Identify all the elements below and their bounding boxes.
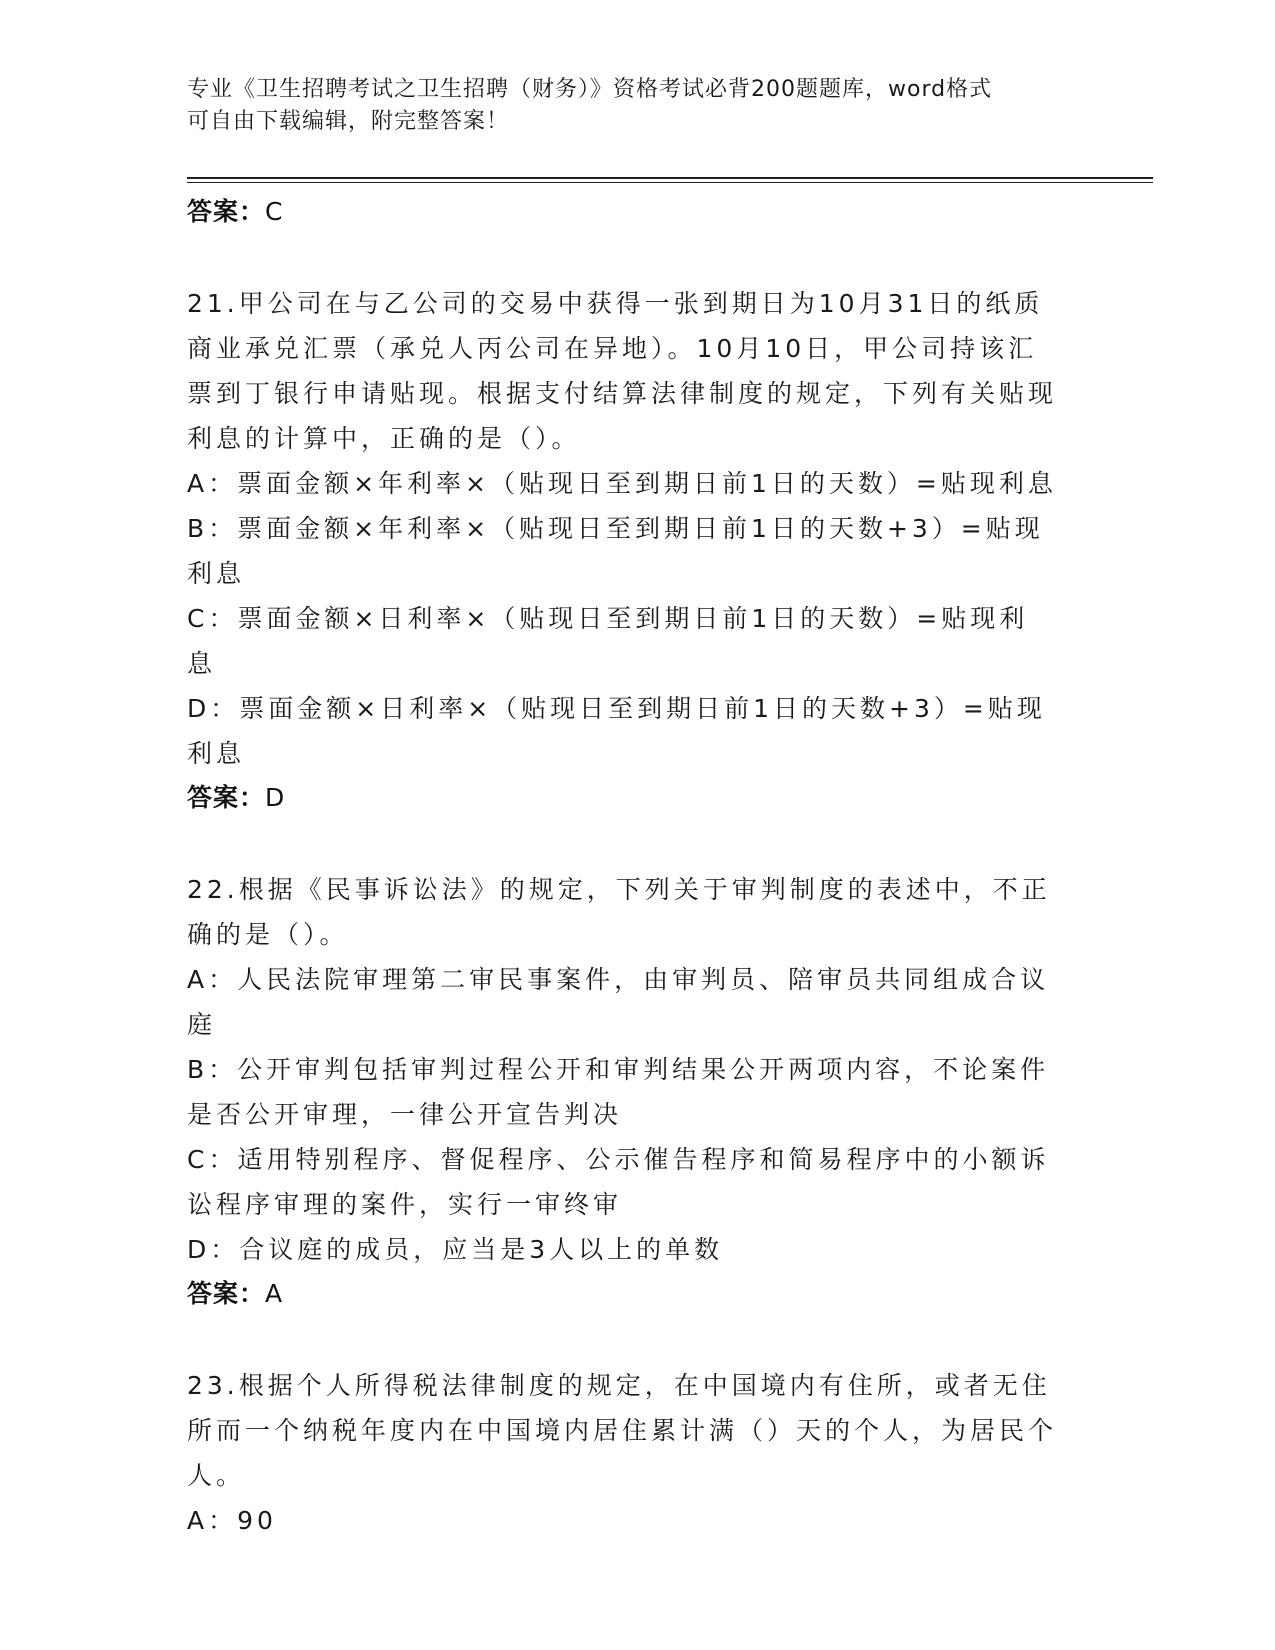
document-body	[187, 190, 1087, 1543]
document-header	[187, 74, 1067, 138]
answer-line	[187, 1272, 1087, 1316]
header-line-1: 专业《卫生招聘考试之卫生招聘（财务）》资格考试必背200题题库，word格式	[187, 77, 993, 102]
answer-label: 答案：	[187, 1279, 266, 1308]
answer-line	[187, 776, 1087, 820]
option-b: B：公开审判包括审判过程公开和审判结果公开两项内容，不论案件是否公开审理，一律公开宣告判决	[187, 1055, 1050, 1129]
option-b: B：票面金额×年利率×（贴现日至到期日前1日的天数+3）=贴现利息	[187, 514, 1044, 588]
option-c: C：适用特别程序、督促程序、公示催告程序和简易程序中的小额诉讼程序审理的案件，实行一审终审	[187, 1145, 1050, 1219]
answer-label: 答案：	[187, 197, 266, 226]
answer-value: C	[265, 197, 284, 226]
option-d: D：票面金额×日利率×（贴现日至到期日前1日的天数+3）=贴现利息	[187, 694, 1046, 768]
header-divider	[187, 177, 1153, 183]
answer-value: A	[265, 1279, 284, 1308]
answer-line	[187, 190, 1087, 234]
option-a: A：票面金额×年利率×（贴现日至到期日前1日的天数）=贴现利息	[187, 469, 1057, 498]
answer-value: D	[265, 783, 286, 812]
header-line-2: 可自由下载编辑，附完整答案！	[187, 109, 510, 134]
question-text: 21.甲公司在与乙公司的交易中获得一张到期日为10月31日的纸质商业承兑汇票（承兑人丙公司在异地）。10月10日，甲公司持该汇票到丁银行申请贴现。根据支付结算法律制度的规定，下列有关贴现利息的计算中，正确的是（）。	[187, 289, 1058, 453]
question-21	[187, 281, 1087, 820]
question-text: 22.根据《民事诉讼法》的规定，下列关于审判制度的表述中，不正确的是（）。	[187, 875, 1051, 949]
option-c: C：票面金额×日利率×（贴现日至到期日前1日的天数）=贴现利息	[187, 604, 1029, 678]
answer-label: 答案：	[187, 783, 266, 812]
question-22	[187, 867, 1087, 1316]
question-23	[187, 1363, 1087, 1543]
question-text: 23.根据个人所得税法律制度的规定，在中国境内有住所，或者无住所而一个纳税年度内在中国境内居住累计满（）天的个人，为居民个人。	[187, 1371, 1058, 1490]
option-d: D：合议庭的成员，应当是3人以上的单数	[187, 1235, 724, 1264]
option-a: A：90	[187, 1506, 277, 1535]
option-a: A：人民法院审理第二审民事案件，由审判员、陪审员共同组成合议庭	[187, 965, 1050, 1039]
